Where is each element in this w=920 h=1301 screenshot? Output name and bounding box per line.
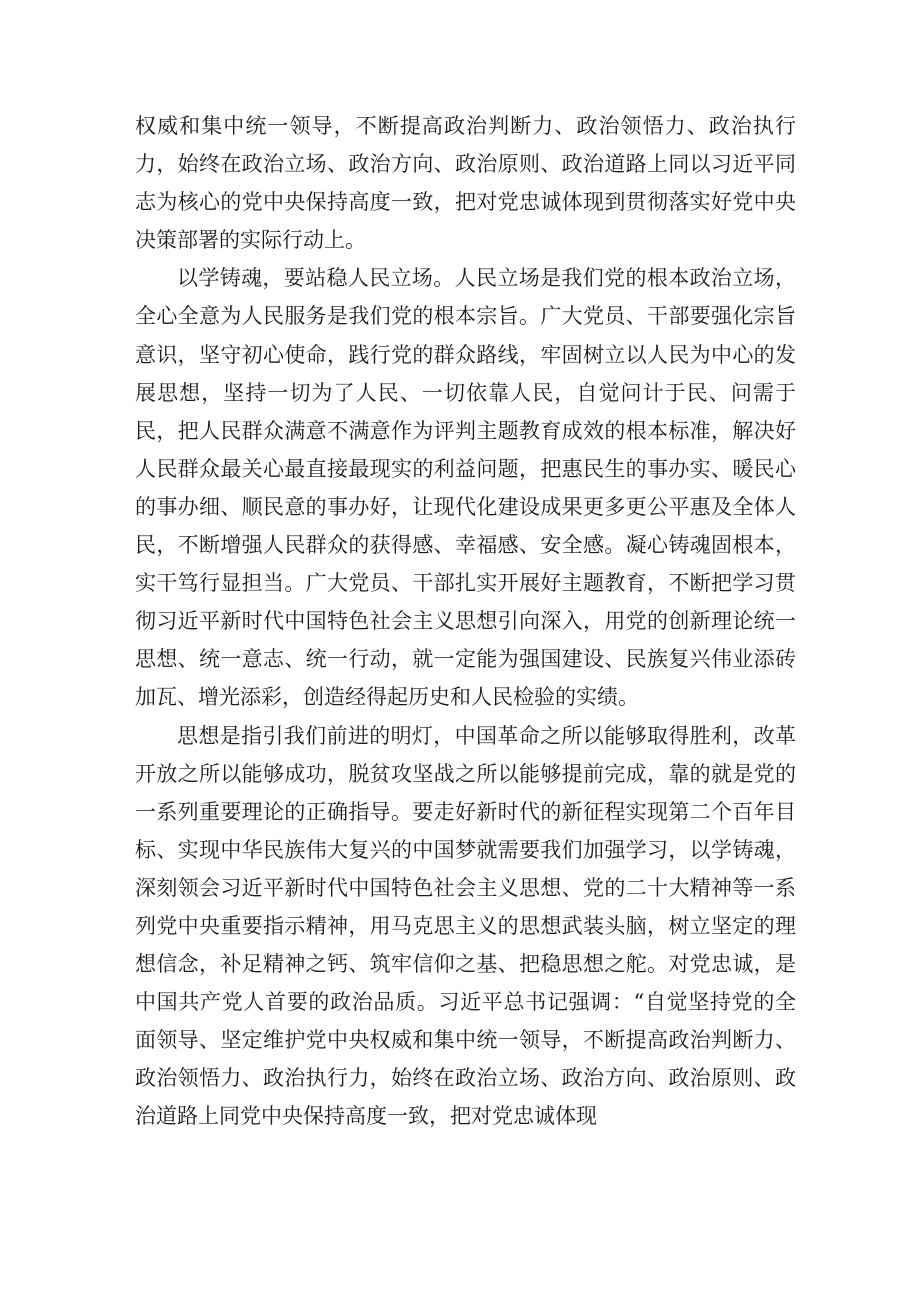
paragraph-continued: 权威和集中统一领导，不断提高政治判断力、政治领悟力、政治执行力，始终在政治立场、政治方向、政治原则、政治道路上同以习近平同志为核心的党中央保持高度一致，把对党忠诚体现到贯彻落实好党中央决策部署的实际行动上。 xyxy=(135,114,796,253)
paragraph-people-stance: 以学铸魂，要站稳人民立场。人民立场是我们党的根本政治立场，全心全意为人民服务是我们党的根本宗旨。广大党员、干部要强化宗旨意识，坚守初心使命，践行党的群众路线，牢固树立以人民为中心的发展思想，坚持一切为了人民、一切依靠人民，自觉问计于民、问需于民，把人民群众满意不满意作为评判主题教育成效的根本标准，解决好人民群众最关心最直接最现实的利益问题，把惠民生的事办实、暖民心的事办细、顺民意的事办好，让现代化建设成果更多更公平惠及全体人民，不断增强人民群众的获得感、幸福感、安全感。凝心铸魂固根本，实干笃行显担当。广大党员、干部扎实开展好主题教育，不断把学习贯彻习近平新时代中国特色社会主义思想引向深入，用党的创新理论统一思想、统一意志、统一行动，就一定能为强国建设、民族复兴伟业添砖加瓦、增光添彩，创造经得起历史和人民检验的实绩。 xyxy=(135,266,796,710)
document-body xyxy=(135,107,796,1136)
paragraph-guiding-thought: 思想是指引我们前进的明灯，中国革命之所以能够取得胜利，改革开放之所以能够成功，脱贫攻坚战之所以能够提前完成，靠的就是党的一系列重要理论的正确指导。要走好新时代的新征程实现第二个百年目标、实现中华民族伟大复兴的中国梦就需要我们加强学习，以学铸魂，深刻领会习近平新时代中国特色社会主义思想、党的二十大精神等一系列党中央重要指示精神，用马克思主义的思想武装头脑，树立坚定的理想信念，补足精神之钙、筑牢信仰之基、把稳思想之舵。对党忠诚，是中国共产党人首要的政治品质。习近平总书记强调：“自觉坚持党的全面领导、坚定维护党中央权威和集中统一领导，不断提高政治判断力、政治领悟力、政治执行力，始终在政治立场、政治方向、政治原则、政治道路上同党中央保持高度一致，把对党忠诚体现 xyxy=(135,723,796,1129)
